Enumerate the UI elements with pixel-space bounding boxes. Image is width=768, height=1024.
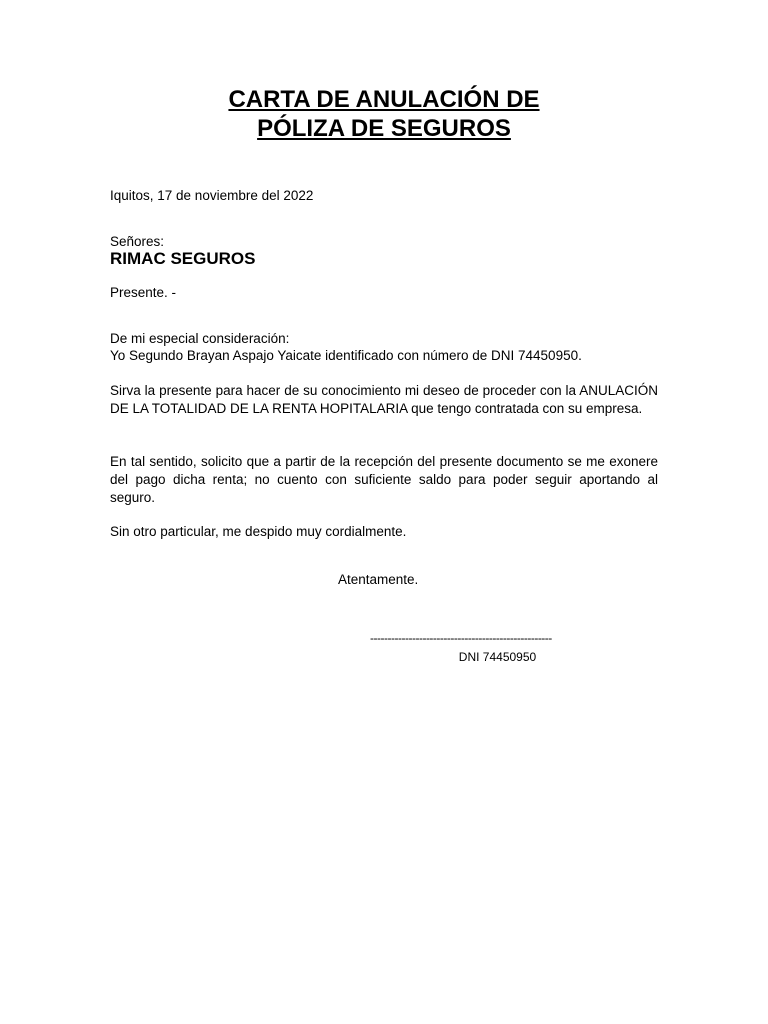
paragraph-cancellation-request: Sirva la presente para hacer de su conocimiento mi deseo de proceder con la ANULACIÓN DE LA TOTALIDAD DE LA RENTA HOPITALARIA que tengo contratada con su empresa. [110, 383, 658, 416]
paragraph-exoneration: En tal sentido, solicito que a partir de la recepción del presente documento se me exonere del pago dicha renta; no cuento con suficiente saldo para poder seguir aportando al seguro. [110, 454, 658, 505]
identification-line: Yo Segundo Brayan Aspajo Yaicate identificado con número de DNI 74450950. [110, 348, 582, 363]
letter-title-line-2: PÓLIZA DE SEGUROS [257, 115, 511, 142]
signature-line: ---------------------------------------------------- [370, 632, 552, 644]
closing-line: Sin otro particular, me despido muy cordialmente. [110, 524, 407, 539]
salutation: Señores: [110, 234, 165, 249]
signature-dni: DNI 74450950 [458, 650, 537, 664]
recipient-name: RIMAC SEGUROS [110, 249, 256, 268]
letter-title-line-1: CARTA DE ANULACIÓN DE [228, 86, 540, 113]
place-date: Iquitos, 17 de noviembre del 2022 [110, 188, 314, 203]
presente-line: Presente. - [110, 285, 177, 300]
regards-line: Atentamente. [338, 572, 419, 587]
consideration-line: De mi especial consideración: [110, 331, 290, 346]
